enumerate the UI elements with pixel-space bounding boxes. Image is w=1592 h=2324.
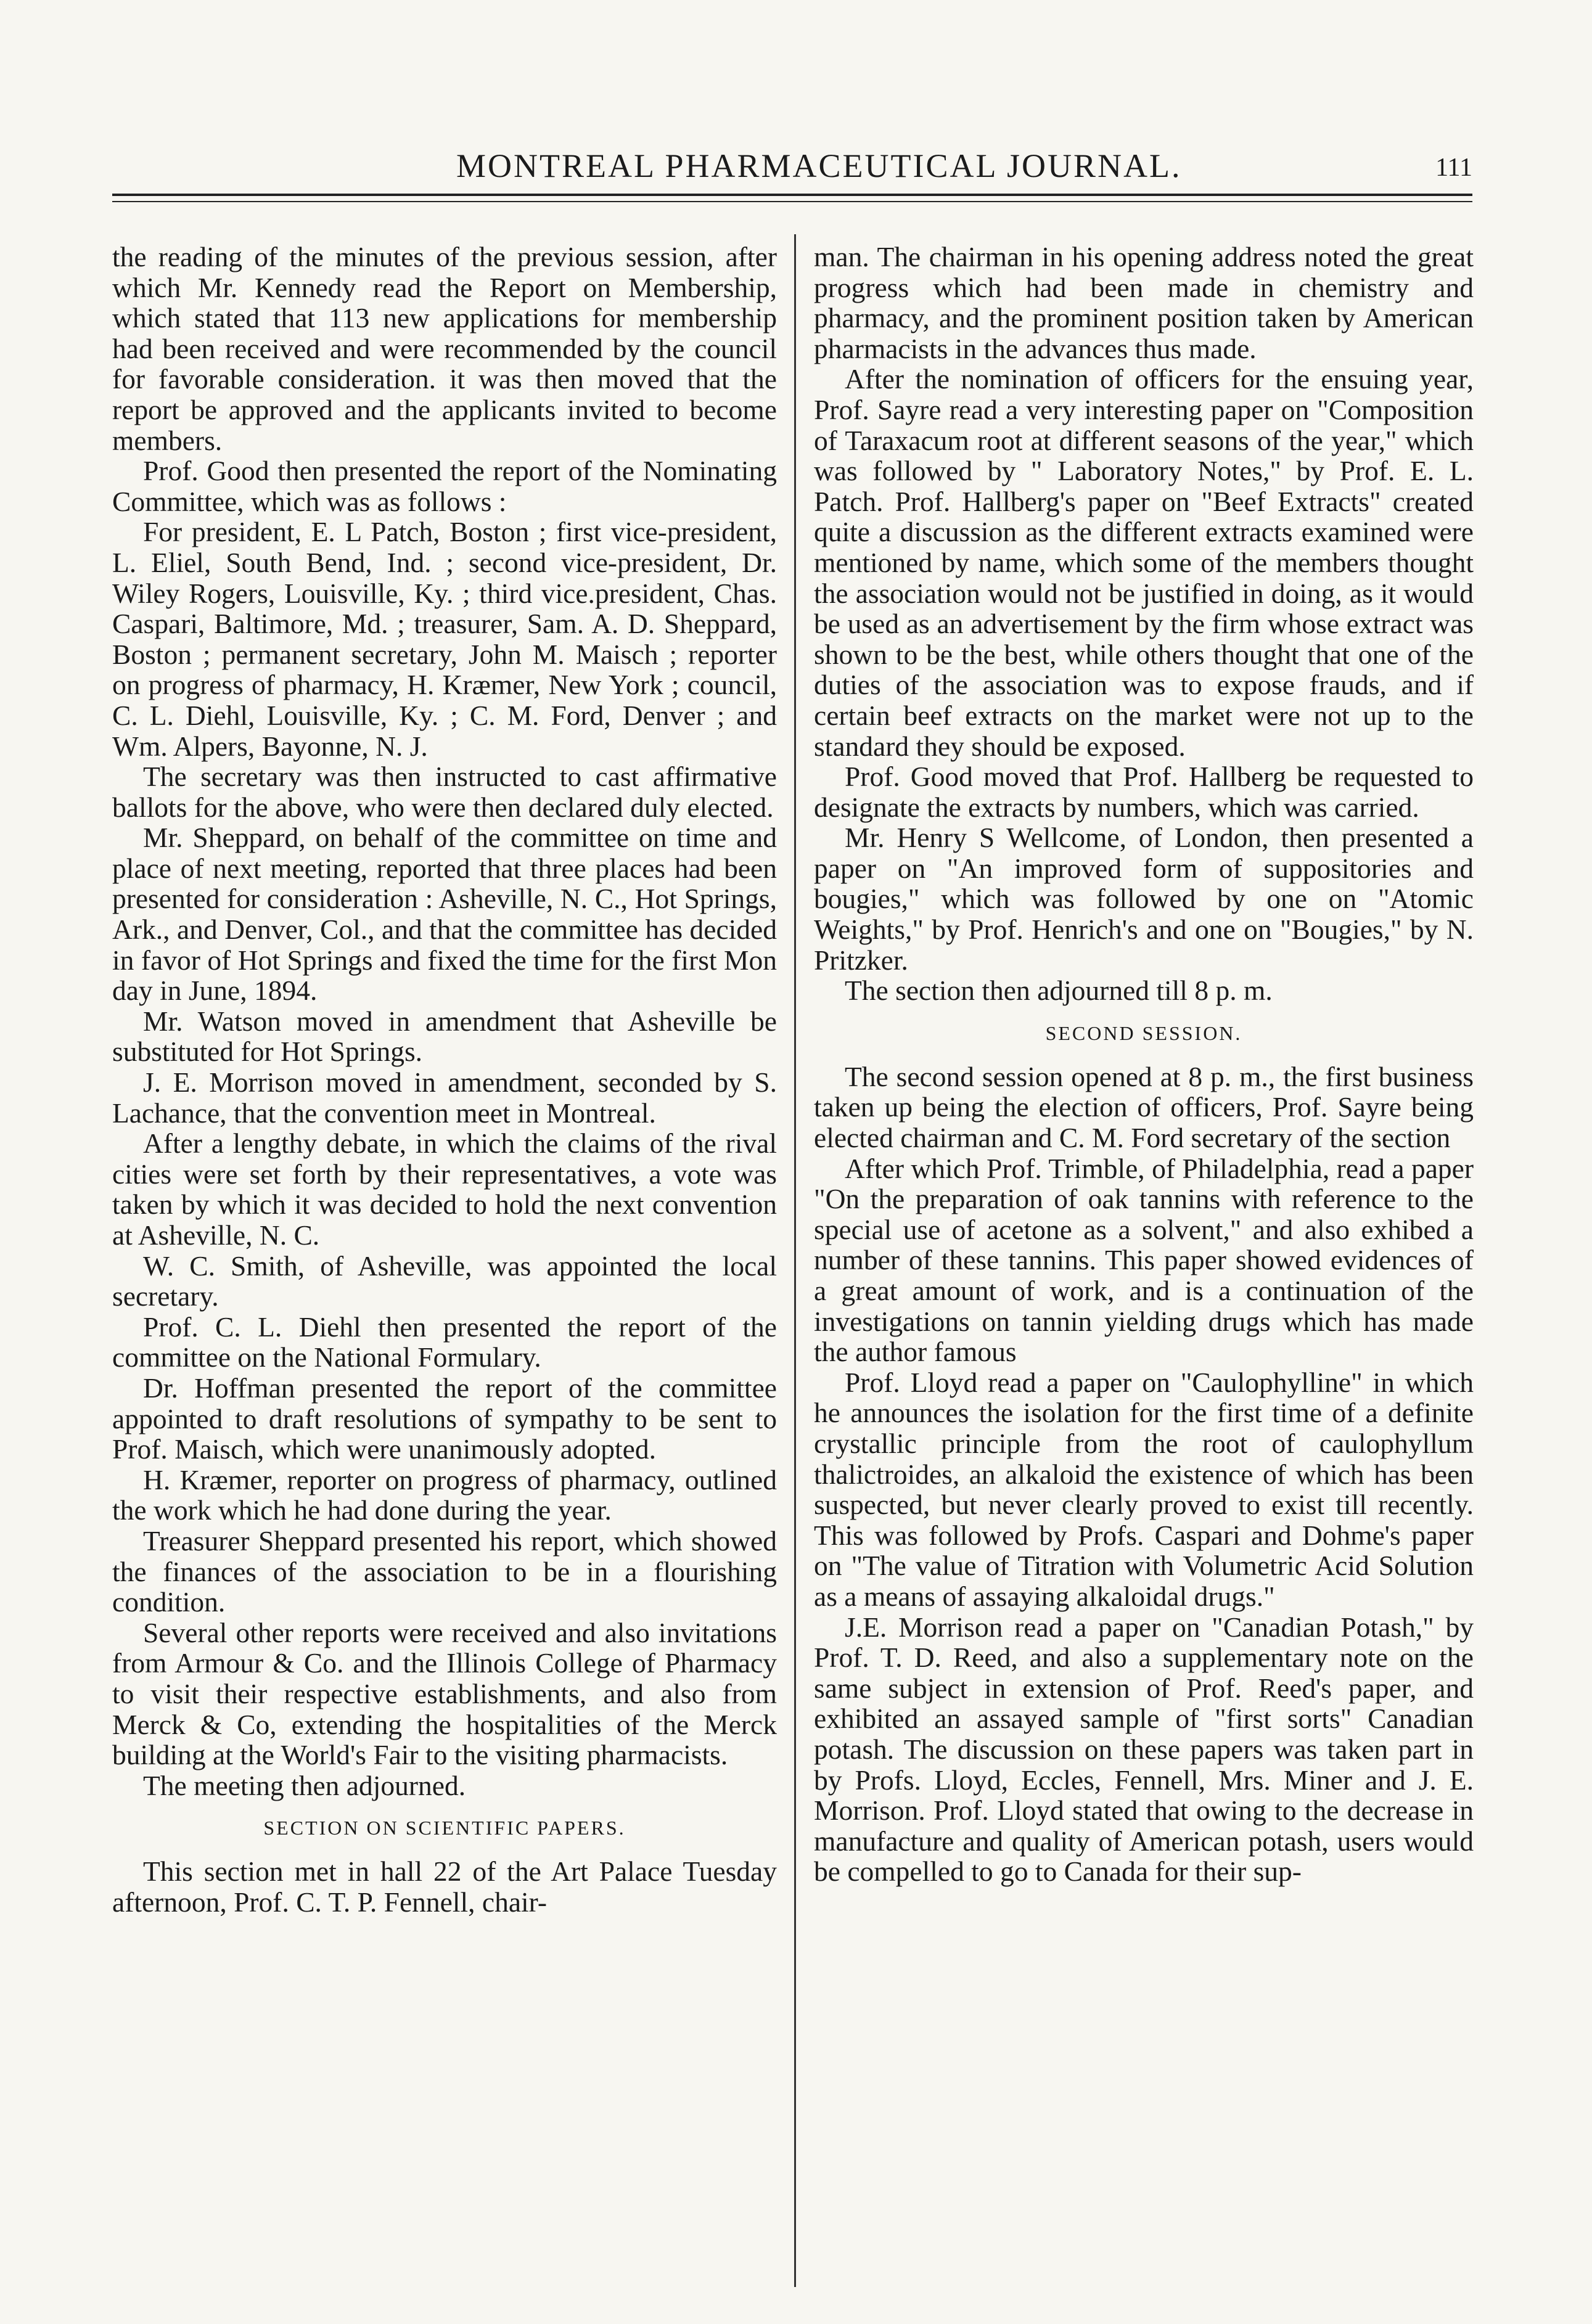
paragraph: After which Prof. Trimble, of Philadelphia, read a paper "On the preparation of oak tannins with reference to the special use of acetone as a solvent," and also exhibed a number of these tannins. This paper showed evidences of a great amount of work, and is a continuation of the investigations on tannin yielding drugs which has made the author famous (814, 1152, 1474, 1368)
page-number: 111 (1435, 153, 1472, 182)
paragraph: For president, E. L Patch, Boston ; first vice-president, L. Eliel, South Bend, Ind. ; second vice-president, Dr. Wiley Rogers, Louisville, Ky. ; third vice.president, Chas. Caspari, Baltimore, Md. ; treasurer, Sam. A. D. Sheppard, Boston ; permanent secretary, John M. Maisch ; reporter on progress of pharmacy, H. Kræmer, New York ; council, C. L. Diehl, Louisville, Ky. ; C. M. Ford, Denver ; and Wm. Alpers, Bayonne, N. J. (112, 516, 777, 762)
paragraph: Prof. C. L. Diehl then presented the report of the committee on the National Formulary. (112, 1311, 777, 1373)
paragraph: the reading of the minutes of the previous session, after which Mr. Kennedy read the Report on Membership, which stated that 113 new applications for membership had been received and were recommended by the council for favorable consideration. it was then moved that the report be approved and the applicants invited to become members. (112, 242, 777, 456)
paragraph: Prof. Good then presented the report of the Nominating Committee, which was as follows : (112, 455, 777, 517)
paragraph: Dr. Hoffman presented the report of the committee appointed to draft resolutions of sympathy to be sent to Prof. Maisch, which were unanimously adopted. (112, 1372, 777, 1465)
column-divider (794, 234, 796, 2287)
paragraph: The secretary was then instructed to cast affirmative ballots for the above, who were then declared duly elected. (112, 761, 777, 823)
running-header (111, 144, 1472, 187)
paragraph: Prof. Lloyd read a paper on "Caulophylline" in which he announces the isolation for the first time of a definite crystallic principle from the root of caulophyllum thalictroides, an alkaloid the existence of which has been suspected, but never clearly proved to exist till recently. This was followed by Profs. Caspari and Dohme's paper on "The value of Titration with Volumetric Acid Solution as a means of assaying alkaloidal drugs." (814, 1366, 1474, 1612)
right-column (814, 242, 1474, 2294)
paragraph: This section met in hall 22 of the Art Palace Tuesday afternoon, Prof. C. T. P. Fennell, chair- (112, 1856, 777, 1918)
paragraph: After the nomination of officers for the ensuing year, Prof. Sayre read a very interesting paper on "Composition of Taraxacum root at different seasons of the year," which was followed by " Laboratory Notes," by Prof. E. L. Patch. Prof. Hallberg's paper on "Beef Extracts" created quite a discussion as the different extracts examined were mentioned by name, which some of the members thought the association would not be justified in doing, as it would be used as an advertisement by the firm whose extract was shown to be the best, while others thought that one of the duties of the association was to expose frauds, and if certain beef extracts on the market were not up to the standard they should be exposed. (814, 363, 1474, 762)
paragraph: J.E. Morrison read a paper on "Canadian Potash," by Prof. T. D. Reed, and also a supplementary note on the same subject in extension of Prof. Reed's paper, and exhibited an assayed sample of "first sorts" Canadian potash. The discussion on these papers was taken part in by Profs. Lloyd, Eccles, Fennell, Mrs. Miner and J. E. Morrison. Prof. Lloyd stated that owing to the decrease in manufacture and quality of American potash, users would be compelled to go to Canada for their sup- (814, 1611, 1474, 1888)
paragraph: The meeting then adjourned. (143, 1769, 466, 1801)
header-rule-thin (112, 201, 1472, 202)
paragraph: H. Kræmer, reporter on progress of pharmacy, outlined the work which he had done during the year. (112, 1463, 777, 1526)
paragraph: man. The chairman in his opening address noted the great progress which had been made in chemistry and pharmacy, and the prominent position taken by American pharmacists in the advances thus made. (814, 242, 1474, 364)
section-heading: SECOND SESSION. (1045, 1021, 1242, 1044)
paragraph: After a lengthy debate, in which the claims of the rival cities were set forth by their representatives, a vote was taken by which it was decided to hold the next convention at Asheville, N. C. (112, 1127, 777, 1251)
paragraph: The second session opened at 8 p. m., the first business taken up being the election of officers, Prof. Sayre being elected chairman and C. M. Ford secretary of the section (814, 1060, 1474, 1154)
left-column (112, 242, 777, 2294)
paragraph: Mr. Henry S Wellcome, of London, then presented a paper on "An improved form of suppositories and bougies," which was followed by one on "Atomic Weights," by Prof. Henrich's and one on "Bougies," by N. Pritzker. (814, 822, 1474, 976)
paragraph: J. E. Morrison moved in amendment, seconded by S. Lachance, that the convention meet in Montreal. (112, 1066, 777, 1129)
paragraph: Mr. Watson moved in amendment that Asheville be substituted for Hot Springs. (112, 1005, 777, 1068)
journal-title: MONTREAL PHARMACEUTICAL JOURNAL. (456, 147, 1182, 184)
paragraph: Treasurer Sheppard presented his report, which showed the finances of the association to be in a flourishing condition. (112, 1524, 777, 1618)
section-heading: SECTION ON SCIENTIFIC PAPERS. (263, 1817, 626, 1839)
paragraph: Mr. Sheppard, on behalf of the committee on time and place of next meeting, reported that three places had been presented for consideration : Asheville, N. C., Hot Springs, Ark., and Denver, Col., and that the committee has decided in favor of Hot Springs and fixed the time for the first Mon day in June, 1894. (112, 822, 777, 1007)
paragraph: The section then adjourned till 8 p. m. (845, 975, 1273, 1007)
paragraph: Prof. Good moved that Prof. Hallberg be requested to designate the extracts by numbers, which was carried. (814, 761, 1474, 823)
paragraph: Several other reports were received and also invitations from Armour & Co. and the Illinois College of Pharmacy to visit their respective establishments, and also from Merck & Co, extending the hospitalities of the Merck building at the World's Fair to the visiting pharmacists. (112, 1616, 777, 1771)
paragraph: W. C. Smith, of Asheville, was appointed the local secretary. (112, 1250, 777, 1312)
header-rule-thick (112, 194, 1472, 196)
